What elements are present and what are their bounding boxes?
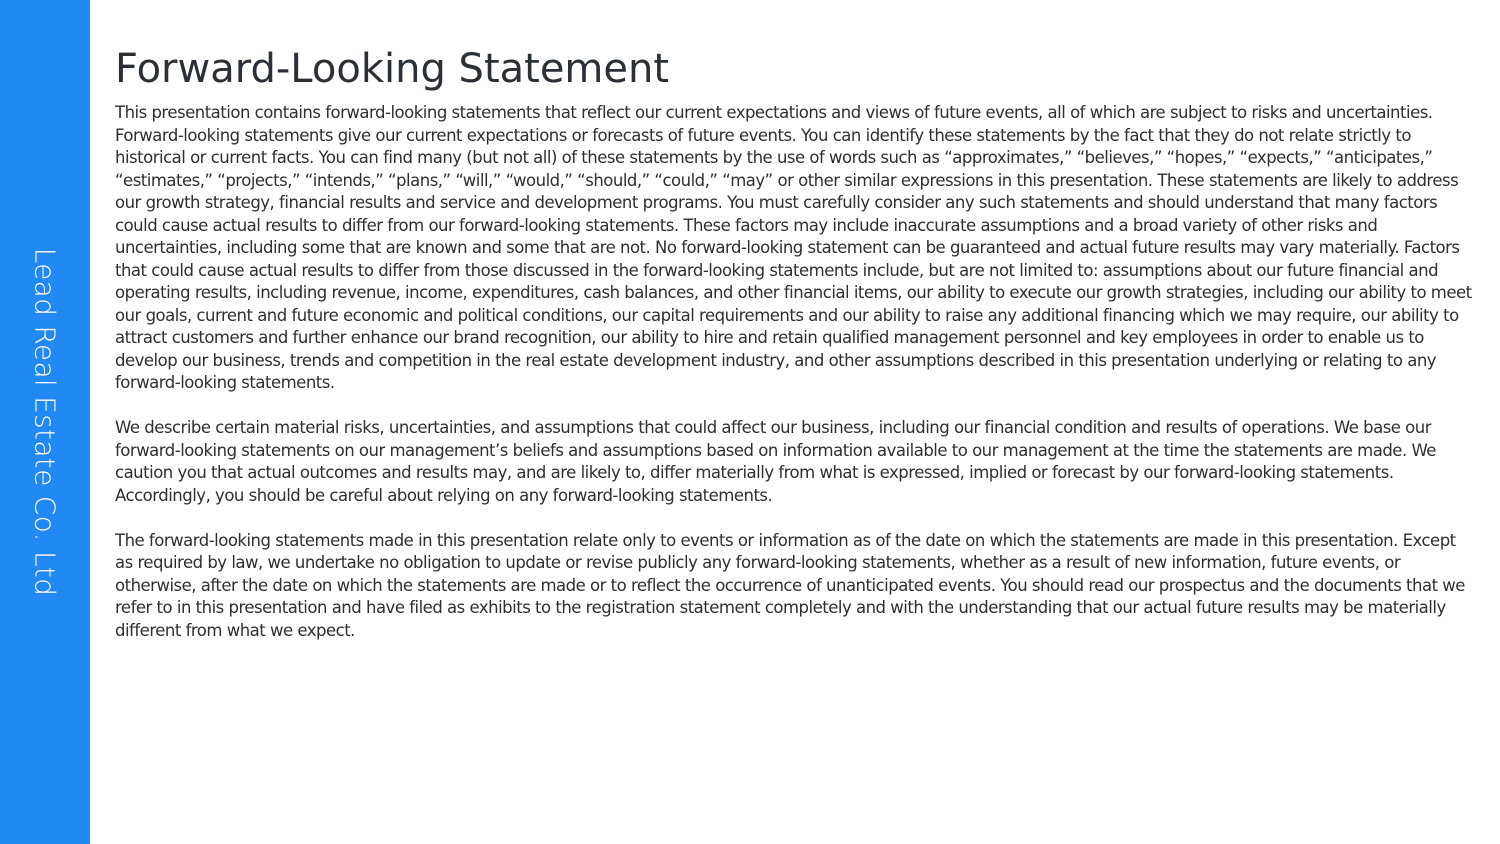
sidebar-band bbox=[0, 0, 90, 844]
company-name: Lead Real Estate Co. Ltd bbox=[28, 247, 62, 597]
paragraph-3: The forward-looking statements made in this presentation relate only to events or information as of the date on which the statements are made in this presentation. Except as required by law, we undertake no obligation to update or revise publicly any forward-looking statements, whether as a result of new information, future events, or otherwise, after the date on which the statements are made or to reflect the occurrence of unanticipated events. You should read our prospectus and the documents that we refer to in this presentation and have filed as exhibits to the registration statement completely and with the understanding that our actual future results may be materially different from what we expect. bbox=[115, 530, 1465, 640]
statement-body bbox=[115, 102, 1475, 642]
paragraph-2: We describe certain material risks, uncertainties, and assumptions that could affect our business, including our financial condition and results of operations. We base our forward-looking statements on our management’s beliefs and assumptions based on information available to our management at the time the statements are made. We caution you that actual outcomes and results may, and are likely to, differ materially from what is expressed, implied or forecast by our forward-looking statements. Accordingly, you should be careful about relying on any forward-looking statements. bbox=[115, 418, 1436, 505]
page-title: Forward-Looking Statement bbox=[115, 46, 670, 92]
paragraph-1: This presentation contains forward-looking statements that reflect our current expectations and views of future events, all of which are subject to risks and uncertainties. Forward-looking statements give our current expectations or forecasts of future events. You can identify these statements by the fact that they do not relate strictly to historical or current facts. You can find many (but not all) of these statements by the use of words such as “approximates,” “believes,” “hopes,” “expects,” “anticipates,” “estimates,” “projects,” “intends,” “plans,” “will,” “would,” “should,” “could,” “may” or other similar expressions in this presentation. These statements are likely to address our growth strategy, financial results and service and development programs. You must carefully consider any such statements and should understand that many factors could cause actual results to differ from our forward-looking statements. These factors may include inaccurate assumptions and a broad variety of other risks and uncertainties, including some that are known and some that are not. No forward-looking statement can be guaranteed and actual future results may vary materially. Factors that could cause actual results to differ from those discussed in the forward-looking statements include, but are not limited to: assumptions about our future financial and operating results, including revenue, income, expenditures, cash balances, and other financial items, our ability to execute our growth strategies, including our ability to meet our goals, current and future economic and political conditions, our capital requirements and our ability to raise any additional financing which we may require, our ability to attract customers and further enhance our brand recognition, our ability to hire and retain qualified management personnel and key employees in order to enable us to develop our business, trends and competition in the real estate development industry, and other assumptions described in this presentation underlying or relating to any forward-looking statements. bbox=[115, 103, 1472, 392]
